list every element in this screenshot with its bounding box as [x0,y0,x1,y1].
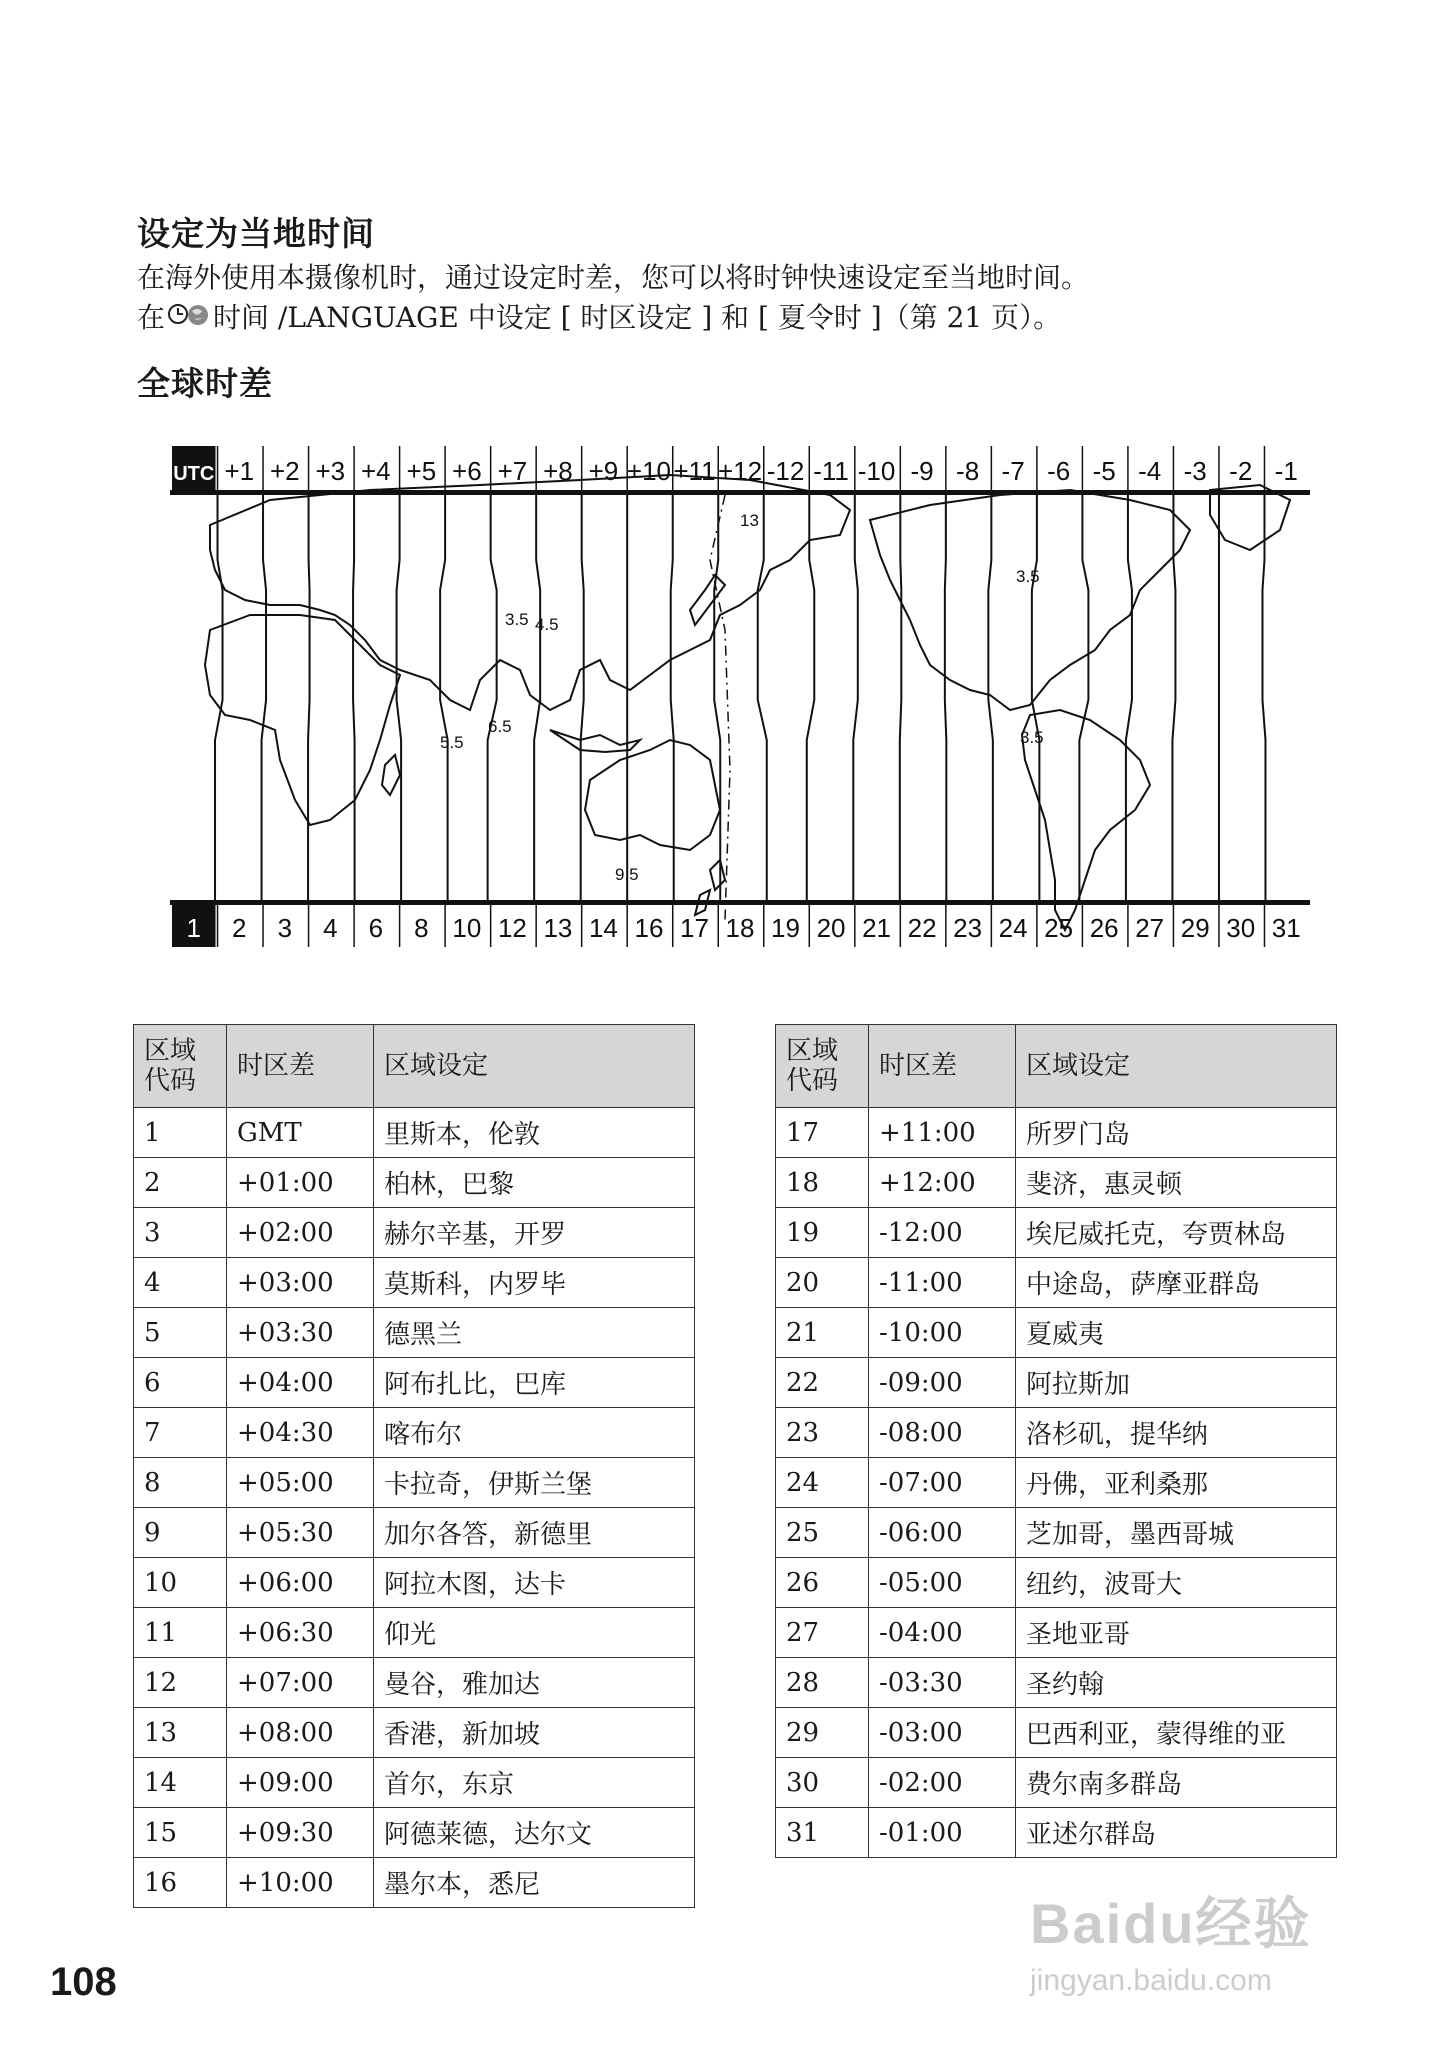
top-offset-label: -3 [1183,456,1207,486]
bottom-zone-label: 13 [543,913,573,943]
zone-boundary-line [353,495,355,900]
top-offset-label: +4 [361,456,391,486]
area-cell: 墨尔本，悉尼 [374,1858,695,1908]
area-cell: 赫尔辛基，开罗 [374,1208,695,1258]
zone-code-cell: 10 [134,1558,227,1608]
top-offset-label: -12 [766,456,805,486]
area-cell: 斐济，惠灵顿 [1016,1158,1337,1208]
area-cell: 中途岛，萨摩亚群岛 [1016,1258,1337,1308]
bottom-zone-label: 24 [998,913,1028,943]
zone-code-cell: 12 [134,1658,227,1708]
table-row [776,1158,1337,1208]
offset-cell: +05:00 [227,1458,374,1508]
table-row [776,1258,1337,1308]
area-cell: 埃尼威托克，夸贾林岛 [1016,1208,1337,1258]
table-row [134,1508,695,1558]
offset-cell: -11:00 [869,1258,1016,1308]
map-annotation: 9.5 [615,865,639,884]
table-row [776,1108,1337,1158]
top-offset-label: +1 [224,456,255,486]
offset-cell: -02:00 [869,1758,1016,1808]
top-bar-line [170,440,1310,442]
zone-code-cell: 11 [134,1608,227,1658]
bottom-rule [170,900,1310,905]
zone-code-cell: 18 [776,1158,869,1208]
table-row [134,1708,695,1758]
zone-code-cell: 14 [134,1758,227,1808]
area-cell: 夏威夷 [1016,1308,1337,1358]
table-row [134,1408,695,1458]
top-offset-label: -2 [1229,456,1253,486]
top-rule [170,490,1310,495]
table-row [134,1158,695,1208]
baidu-watermark [1030,1880,1312,1998]
table-row [776,1308,1337,1358]
offset-cell: +03:00 [227,1258,374,1308]
offset-cell: +04:30 [227,1408,374,1458]
area-cell: 纽约，波哥大 [1016,1558,1337,1608]
area-cell: 圣地亚哥 [1016,1608,1337,1658]
table-row [134,1108,695,1158]
zone-code-cell: 27 [776,1608,869,1658]
zone-code-cell: 31 [776,1808,869,1858]
madagascar-outline [382,755,400,795]
table-row [134,1658,695,1708]
area-cell: 圣约翰 [1016,1658,1337,1708]
table-row [134,1258,695,1308]
top-offset-label: -11 [813,456,849,486]
timezone-table-right [775,1024,1337,1858]
offset-cell: +06:30 [227,1608,374,1658]
offset-cell: +01:00 [227,1158,374,1208]
bottom-zone-label: 8 [414,913,429,943]
zone-code-cell: 23 [776,1408,869,1458]
zone-code-cell: 5 [134,1308,227,1358]
offset-cell: +11:00 [869,1108,1016,1158]
table-row [776,1558,1337,1608]
bottom-zone-label: 26 [1089,913,1119,943]
zone-boundary-line [714,495,720,900]
zone-code-cell: 19 [776,1208,869,1258]
zone-boundary-line [534,495,540,900]
top-offset-label: -6 [1047,456,1071,486]
top-offset-label: +5 [406,456,437,486]
top-offset-label: +8 [543,456,573,486]
table-row [776,1208,1337,1258]
area-cell: 亚述尔群岛 [1016,1808,1337,1858]
offset-cell: +07:00 [227,1658,374,1708]
bottom-zone-label: 21 [862,913,892,943]
zone-code-cell: 21 [776,1308,869,1358]
map-annotation: 13 [740,511,759,530]
header-area-setting: 区域设定 [374,1025,695,1108]
timezone-table-left [133,1024,695,1908]
top-offset-label: +6 [452,456,482,486]
zone-code-cell: 29 [776,1708,869,1758]
zone-boundary-line [1126,495,1132,900]
header-offset: 时区差 [869,1025,1016,1108]
map-annotations [440,511,1044,884]
table-row [134,1758,695,1808]
top-offset-label: -8 [956,456,980,486]
offset-cell: +02:00 [227,1208,374,1258]
header-area-code: 区域 代码 [776,1025,869,1108]
table-row [776,1508,1337,1558]
top-offset-label: +2 [269,456,300,486]
offset-cell: +12:00 [869,1158,1016,1208]
header-offset: 时区差 [227,1025,374,1108]
zone-code-cell: 28 [776,1658,869,1708]
table-row [134,1208,695,1258]
area-cell: 卡拉奇，伊斯兰堡 [374,1458,695,1508]
area-cell: 香港，新加坡 [374,1708,695,1758]
bottom-zone-label: 16 [634,913,664,943]
area-cell: 加尔各答，新德里 [374,1508,695,1558]
area-cell: 柏林，巴黎 [374,1158,695,1208]
zone-code-cell: 7 [134,1408,227,1458]
zone-boundary-line [215,495,223,900]
bottom-zone-code-labels [172,903,1301,947]
zone-boundary-line [758,495,767,900]
top-offset-label: UTC [173,463,215,485]
area-cell: 莫斯科，内罗毕 [374,1258,695,1308]
bottom-zone-label: 17 [680,913,709,943]
zone-code-cell: 30 [776,1758,869,1808]
offset-cell: +08:00 [227,1708,374,1758]
zone-boundary-line [900,495,902,900]
bottom-zone-label: 1 [186,913,201,943]
offset-cell: -08:00 [869,1408,1016,1458]
zone-boundary-line [581,495,584,900]
table-row [776,1408,1337,1458]
time-zone-lines [215,495,1265,900]
offset-cell: +06:00 [227,1558,374,1608]
bottom-zone-label: 19 [771,913,800,943]
map-annotation: 4.5 [535,615,559,634]
bottom-zone-label: 30 [1226,913,1256,943]
bottom-zone-label: 10 [452,913,482,943]
intro-line-2-text: 时间 /LANGUAGE 中设定 [ 时区设定 ] 和 [ 夏令时 ]（第 21 页）。 [213,301,1062,334]
area-cell: 里斯本，伦敦 [374,1108,695,1158]
top-offset-label: -10 [857,456,896,486]
offset-cell: -04:00 [869,1608,1016,1658]
map-annotation: 3.5 [1016,567,1040,586]
bottom-zone-label: 20 [816,913,846,943]
zone-code-cell: 20 [776,1258,869,1308]
table-row [776,1458,1337,1508]
zone-code-cell: 8 [134,1458,227,1508]
area-cell: 阿拉木图，达卡 [374,1558,695,1608]
zone-code-cell: 4 [134,1258,227,1308]
table-row [776,1658,1337,1708]
offset-cell: -03:30 [869,1658,1016,1708]
bottom-zone-label: 27 [1135,913,1165,943]
zone-code-cell: 17 [776,1108,869,1158]
bottom-zone-label: 23 [953,913,983,943]
intro-line-2 [137,298,1061,340]
top-offset-label: -5 [1092,456,1116,486]
area-cell: 洛杉矶，提华纳 [1016,1408,1337,1458]
bottom-zone-label: 14 [588,913,618,943]
page-number: 108 [50,1960,117,2004]
bottom-zone-label: 4 [323,913,338,943]
table-row [134,1558,695,1608]
offset-cell: +03:30 [227,1308,374,1358]
top-offset-label: +11 [673,456,716,486]
area-cell: 芝加哥，墨西哥城 [1016,1508,1337,1558]
area-cell: 德黑兰 [374,1308,695,1358]
offset-cell: -05:00 [869,1558,1016,1608]
zone-boundary-line [488,495,497,900]
bottom-zone-label: 25 [1044,913,1074,943]
header-area-code: 区域 代码 [134,1025,227,1108]
zone-code-cell: 26 [776,1558,869,1608]
offset-cell: +04:00 [227,1358,374,1408]
table-row [776,1708,1337,1758]
top-offset-label: +3 [315,456,346,486]
map-annotation: 5.5 [440,733,464,752]
zone-code-cell: 9 [134,1508,227,1558]
watermark-brand: Baidu经验 [1030,1892,1312,1955]
header-area-setting: 区域设定 [1016,1025,1337,1108]
table-row [134,1808,695,1858]
offset-cell: -06:00 [869,1508,1016,1558]
area-cell: 首尔，东京 [374,1758,695,1808]
table-row [134,1608,695,1658]
top-offset-label: +9 [588,456,619,486]
offset-cell: -03:00 [869,1708,1016,1758]
table-row [134,1458,695,1508]
watermark-url: jingyan.baidu.com [1030,1964,1272,1997]
offset-cell: +09:00 [227,1758,374,1808]
area-cell: 费尔南多群岛 [1016,1758,1337,1808]
offset-cell: +05:30 [227,1508,374,1558]
offset-cell: -01:00 [869,1808,1016,1858]
bottom-zone-label: 29 [1180,913,1210,943]
zone-code-cell: 24 [776,1458,869,1508]
zone-boundary-line [945,495,947,900]
zone-code-cell: 3 [134,1208,227,1258]
section-title-local-time: 设定为当地时间 [137,214,375,253]
top-offset-label: -4 [1138,456,1162,486]
top-offset-label: +10 [626,456,672,486]
section-title-world-time: 全球时差 [137,364,273,403]
zone-boundary-line [807,495,815,900]
area-cell: 阿拉斯加 [1016,1358,1337,1408]
bottom-zone-label: 31 [1271,913,1301,943]
zone-code-cell: 2 [134,1158,227,1208]
offset-cell: +10:00 [227,1858,374,1908]
offset-cell: -12:00 [869,1208,1016,1258]
area-cell: 阿布扎比，巴库 [374,1358,695,1408]
offset-cell: +09:30 [227,1808,374,1858]
offset-cell: GMT [227,1108,374,1158]
zone-boundary-line [1079,495,1088,900]
top-offset-label: -9 [910,456,934,486]
offset-cell: -09:00 [869,1358,1016,1408]
intro-line-2-prefix: 在 [137,301,166,334]
zone-boundary-line [671,495,674,900]
area-cell: 喀布尔 [374,1408,695,1458]
zone-code-cell: 13 [134,1708,227,1758]
zone-boundary-line [853,495,858,900]
clock-globe-icon [165,299,213,340]
offset-cell: -10:00 [869,1308,1016,1358]
area-cell: 巴西利亚，蒙得维的亚 [1016,1708,1337,1758]
area-cell: 阿德莱德，达尔文 [374,1808,695,1858]
zone-code-cell: 22 [776,1358,869,1408]
table-row [134,1308,695,1358]
zone-boundary-line [1262,495,1265,900]
bottom-zone-label: 12 [497,913,527,943]
zone-boundary-line [397,495,402,900]
bottom-zone-label: 6 [368,913,384,943]
bottom-zone-label: 3 [277,913,293,943]
table-row [134,1358,695,1408]
world-time-zone-map [150,440,1310,980]
bottom-zone-label: 18 [725,913,755,943]
map-annotation: 3.5 [1020,728,1044,747]
top-offset-label: -1 [1274,456,1298,486]
zone-code-cell: 6 [134,1358,227,1408]
table-row [776,1358,1337,1408]
north-america-outline [870,490,1190,710]
top-offset-labels [172,446,1298,490]
area-cell: 曼谷，雅加达 [374,1658,695,1708]
zone-code-cell: 25 [776,1508,869,1558]
bottom-zone-label: 2 [232,913,247,943]
australia-outline [585,740,720,850]
table-row [776,1608,1337,1658]
table-row [134,1858,695,1908]
zone-code-cell: 15 [134,1808,227,1858]
offset-cell: -07:00 [869,1458,1016,1508]
zone-boundary-line [308,495,310,900]
bottom-zone-label: 22 [907,913,937,943]
zone-boundary-line [262,495,267,900]
zone-code-cell: 1 [134,1108,227,1158]
table-row [776,1758,1337,1808]
map-annotation: 3.5 [505,610,529,629]
table-row [776,1808,1337,1858]
area-cell: 所罗门岛 [1016,1108,1337,1158]
area-cell: 仰光 [374,1608,695,1658]
top-offset-label: +7 [497,456,528,486]
world-map-svg [150,440,1310,980]
top-offset-label: -7 [1001,456,1025,486]
area-cell: 丹佛，亚利桑那 [1016,1458,1337,1508]
zone-code-cell: 16 [134,1858,227,1908]
intro-line-1: 在海外使用本摄像机时，通过设定时差，您可以将时钟快速设定至当地时间。 [137,261,1090,294]
map-annotation: 6.5 [488,717,512,736]
top-offset-label: +12 [717,456,763,486]
